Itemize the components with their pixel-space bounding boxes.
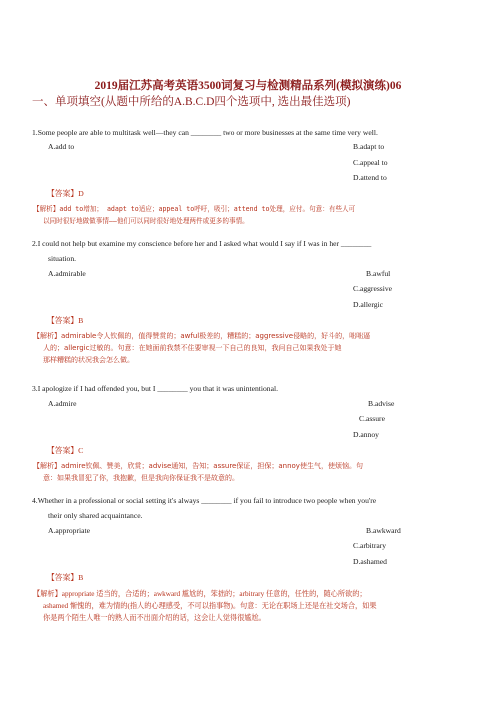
section-heading: 一、单项填空(从题中所给的A.B.C.D四个选项中, 选出最佳选项): [32, 96, 351, 108]
question-2-stem: 2.I could not help but examine my conscience before her and I asked what would I say if I was in her ________: [32, 239, 372, 248]
question-3-stem: 3.I apologize if I had offended you, but I ________ you that it was unintentional.: [32, 384, 278, 393]
question-2-answer: 【答案】B: [47, 316, 84, 325]
explanation-line: 意：如果我冒犯了你，我抱歉，但是我向你保证我不是故意的。: [43, 474, 239, 482]
explanation-line: 以同时很好地做做事情——他们可以同时很好地处理两件或更多的事情。: [43, 217, 249, 225]
question-3-answer: 【答案】C: [47, 446, 84, 455]
explanation-line: 【解析】add to增加； adapt to适应；appeal to呼吁，吸引；attend to处理，应付。句意：有些人可: [33, 205, 356, 213]
question-1-option-d: D.attend to: [353, 173, 387, 182]
explanation-line: 【解析】admire钦佩、赞美，欣赏；advise通知，告知；assure保证，担保；annoy使生气，使烦恼。句: [33, 462, 363, 470]
question-3-option-d: D.annoy: [353, 430, 379, 439]
document-title: 2019届江苏高考英语3500词复习与检测精品系列(模拟演练)06: [94, 80, 402, 92]
question-2-option-b: B.awful: [366, 269, 391, 278]
question-1-answer: 【答案】D: [47, 189, 84, 198]
question-2-option-d: D.allergic: [353, 300, 384, 309]
question-2-stem-cont: situation.: [48, 254, 77, 263]
explanation-line: 那样糟糕的状况我会怎么做。: [43, 356, 134, 364]
question-1-option-c: C.appeal to: [353, 158, 388, 167]
question-4-option-c: C.arbitrary: [353, 541, 387, 550]
question-3-explanation: [33, 460, 363, 484]
question-1-explanation: [33, 203, 355, 227]
question-4-explanation: [33, 588, 377, 624]
explanation-line: 你是两个陌生人唯一的熟人而不出面介绍的话，这会让人觉得很尴尬。: [43, 614, 266, 622]
explanation-line: 人的；allergic过敏的。句意：在她面前我禁不住要审视一下自己的良知，我问自己如果我处于她: [43, 344, 342, 352]
question-1-stem: 1.Some people are able to multitask well—they can ________ two or more businesses at the same time very well.: [32, 128, 378, 137]
question-4-stem: 4.Whether in a professional or social setting it's always ________ if you fail to introduce two people when you're: [32, 496, 377, 505]
question-4-option-d: D.ashamed: [353, 557, 387, 566]
explanation-line: ashamed 惭愧的，难为情的(指人的心理感受，不可以指事物)。句意：无论在职场上还是在社交场合，如果: [43, 602, 377, 610]
question-2-explanation: [33, 330, 370, 366]
question-4-stem-cont: their only shared acquaintance.: [48, 511, 143, 520]
question-4-answer: 【答案】B: [47, 573, 84, 582]
question-2-option-a: A.admirable: [48, 269, 86, 278]
question-4-option-b: B.awkward: [366, 526, 401, 535]
question-4-option-a: A.appropriate: [48, 526, 90, 535]
question-1-option-a: A.add to: [48, 142, 75, 151]
question-3-option-c: C.assure: [359, 414, 385, 423]
question-1-option-b: B.adapt to: [353, 142, 385, 151]
explanation-line: 【解析】admirable令人钦佩的，值得赞赏的；awful极差的，糟糕的；aggressive侵略的，好斗的，咄咄逼: [33, 332, 371, 340]
question-3-option-b: B.advise: [368, 399, 395, 408]
question-2-option-c: C.aggressive: [353, 284, 393, 293]
explanation-line: 【解析】appropriate 适当的，合适的；awkward 尴尬的，笨拙的；arbitrary 任意的，任性的，随心所欲的；: [33, 590, 367, 598]
question-3-option-a: A.admire: [48, 399, 77, 408]
